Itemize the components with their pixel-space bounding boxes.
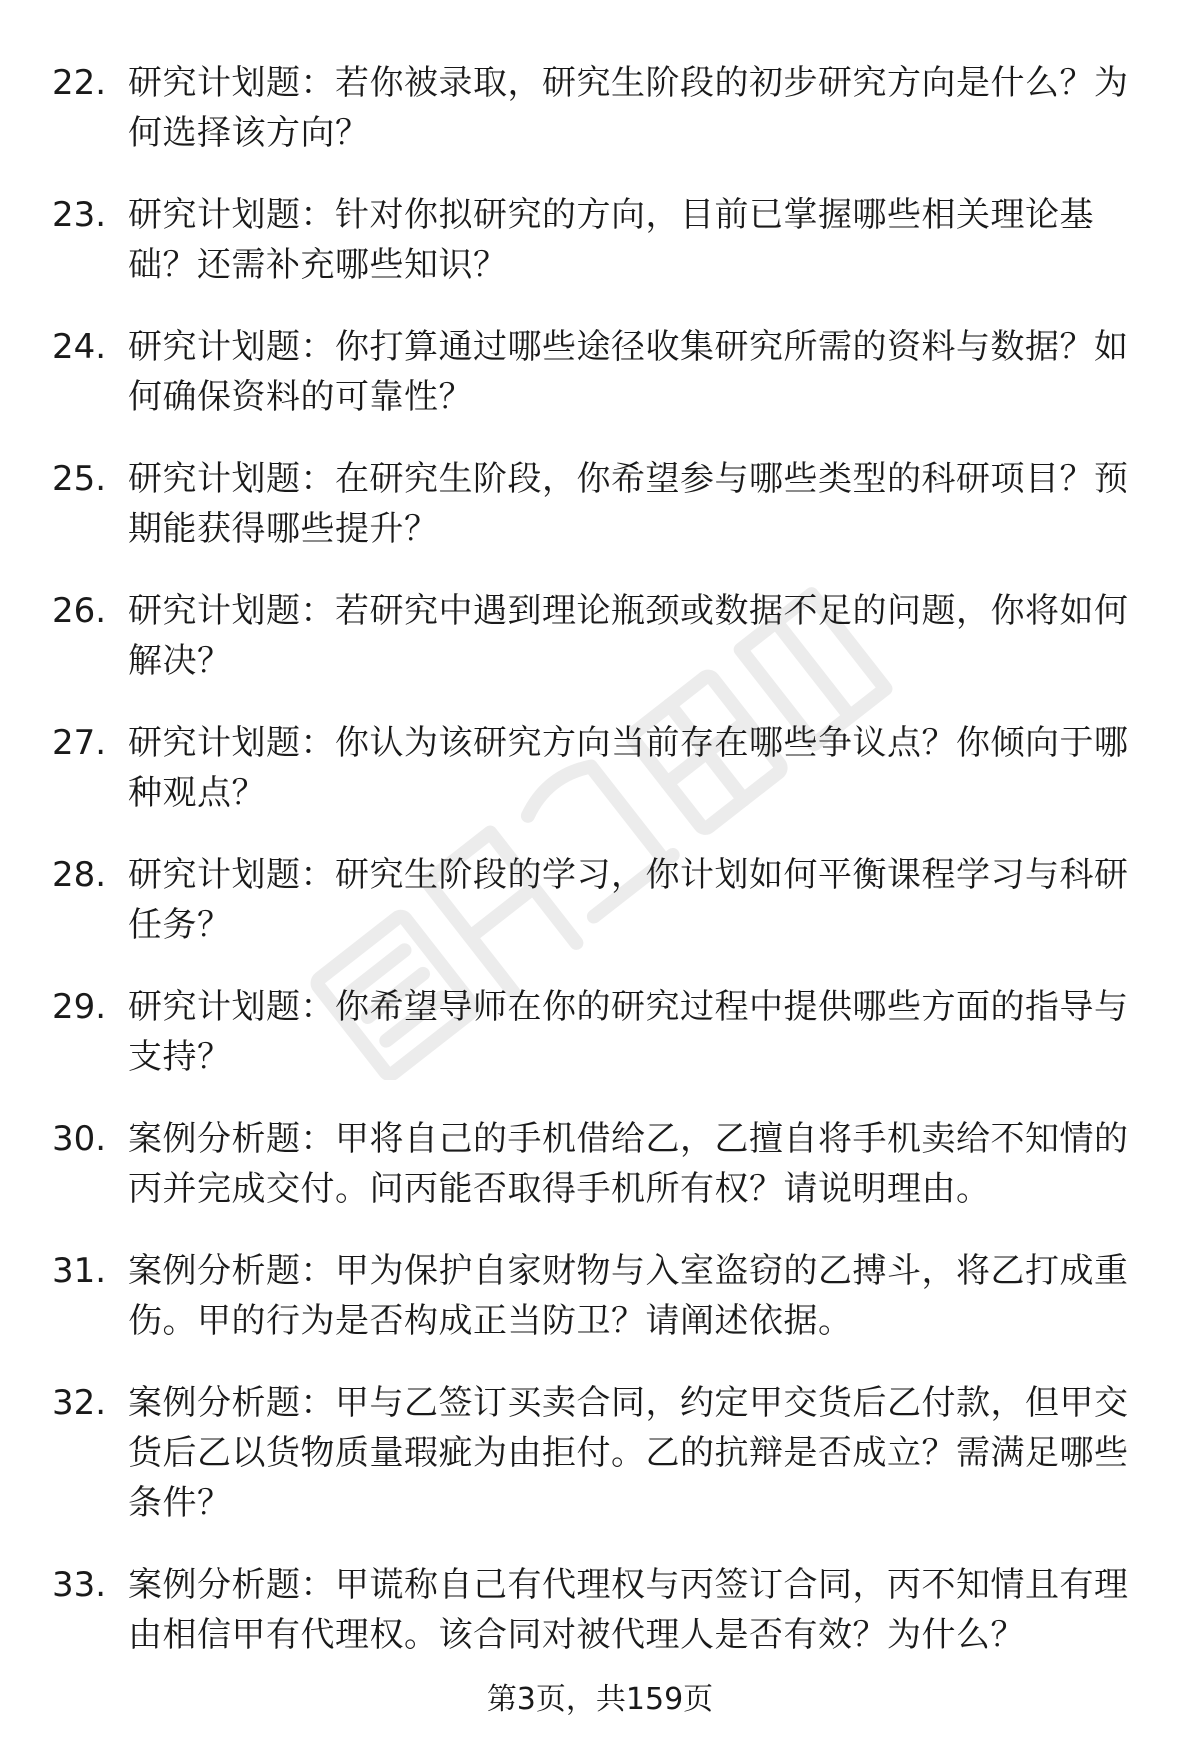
question-text: 研究计划题：你打算通过哪些途径收集研究所需的资料与数据？如何确保资料的可靠性？ xyxy=(128,327,1129,417)
question-number: 28. xyxy=(52,855,107,895)
question-item xyxy=(0,850,1200,950)
question-text: 案例分析题：甲与乙签订买卖合同，约定甲交货后乙付款，但甲交货后乙以货物质量瑕疵为由拒付。乙的抗辩是否成立？需满足哪些条件？ xyxy=(128,1383,1129,1523)
question-item xyxy=(0,1114,1200,1214)
question-item xyxy=(0,1560,1200,1660)
question-item xyxy=(0,1378,1200,1528)
page-footer xyxy=(0,1680,1200,1720)
question-item xyxy=(0,982,1200,1082)
question-text: 研究计划题：若你被录取，研究生阶段的初步研究方向是什么？为何选择该方向？ xyxy=(128,63,1129,153)
question-item xyxy=(0,58,1200,158)
question-number: 22. xyxy=(52,63,107,103)
question-item xyxy=(0,190,1200,290)
question-number: 33. xyxy=(52,1565,107,1605)
question-item xyxy=(0,454,1200,554)
question-text: 研究计划题：你希望导师在你的研究过程中提供哪些方面的指导与支持？ xyxy=(128,987,1129,1077)
question-item xyxy=(0,718,1200,818)
question-text: 研究计划题：你认为该研究方向当前存在哪些争议点？你倾向于哪种观点？ xyxy=(128,723,1129,813)
question-text: 研究计划题：研究生阶段的学习，你计划如何平衡课程学习与科研任务？ xyxy=(128,855,1129,945)
question-item xyxy=(0,322,1200,422)
question-number: 25. xyxy=(52,459,107,499)
page-number-label: 第3页，共159页 xyxy=(486,1682,714,1717)
question-text: 案例分析题：甲为保护自家财物与入室盗窃的乙搏斗，将乙打成重伤。甲的行为是否构成正当防卫？请阐述依据。 xyxy=(128,1251,1129,1341)
question-text: 案例分析题：甲将自己的手机借给乙，乙擅自将手机卖给不知情的丙并完成交付。问丙能否取得手机所有权？请说明理由。 xyxy=(128,1119,1129,1209)
question-number: 31. xyxy=(52,1251,107,1291)
question-number: 30. xyxy=(52,1119,107,1159)
question-text: 研究计划题：针对你拟研究的方向，目前已掌握哪些相关理论基础？还需补充哪些知识？ xyxy=(128,195,1094,285)
question-number: 32. xyxy=(52,1383,107,1423)
question-text: 研究计划题：在研究生阶段，你希望参与哪些类型的科研项目？预期能获得哪些提升？ xyxy=(128,459,1129,549)
question-number: 29. xyxy=(52,987,107,1027)
question-text: 研究计划题：若研究中遇到理论瓶颈或数据不足的问题，你将如何解决？ xyxy=(128,591,1129,681)
question-number: 26. xyxy=(52,591,107,631)
question-item xyxy=(0,1246,1200,1346)
question-number: 27. xyxy=(52,723,107,763)
question-number: 24. xyxy=(52,327,107,367)
question-item xyxy=(0,586,1200,686)
question-text: 案例分析题：甲谎称自己有代理权与丙签订合同，丙不知情且有理由相信甲有代理权。该合同对被代理人是否有效？为什么？ xyxy=(128,1565,1129,1655)
question-list xyxy=(0,58,1200,1692)
question-number: 23. xyxy=(52,195,107,235)
